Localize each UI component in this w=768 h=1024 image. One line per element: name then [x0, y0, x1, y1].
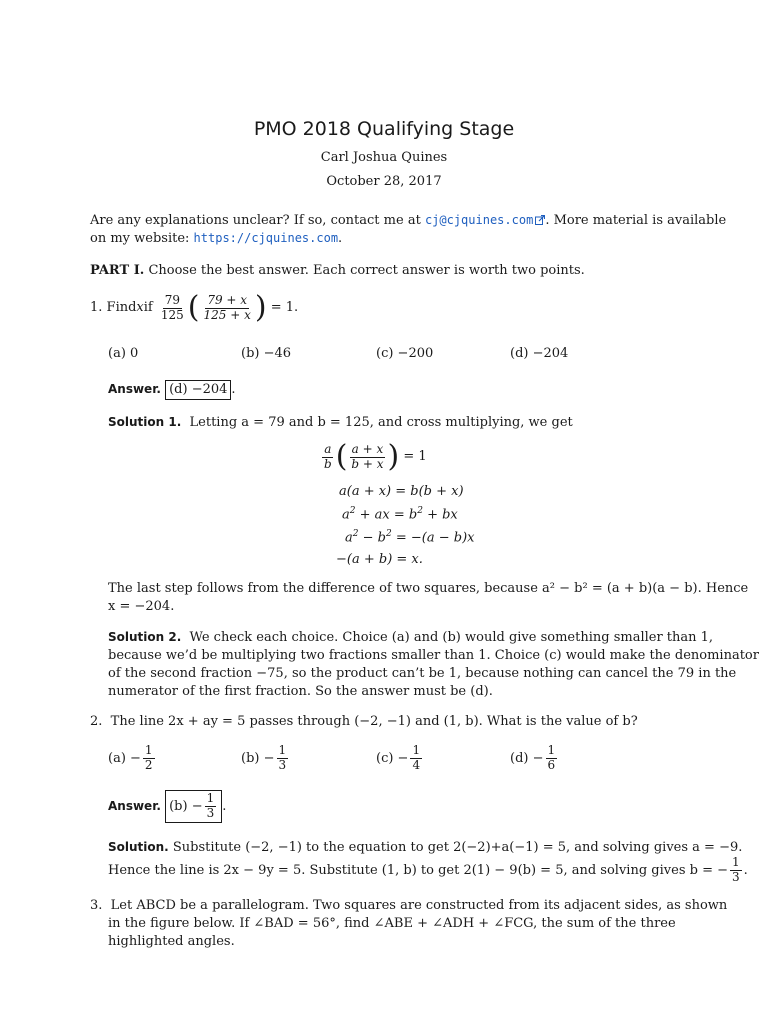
equation-line-2: a(a + x) = b(b + x)	[339, 484, 464, 499]
solution-2-line-1: Solution 2. We check each choice. Choice (a) and (b) would give something smaller than 1,	[108, 630, 714, 645]
problem-number: 1.	[90, 300, 103, 316]
equation-line-4: $a^2 - b^2 = -(a - b)x$	[345, 529, 475, 546]
problem-1-statement: 1. Find x if $\frac{79}{125}$ ( $\frac{79 + x}{125 + x}$ ) = 1.	[90, 290, 299, 325]
fraction: $\frac{a + x}{b + x}$	[351, 441, 384, 471]
equation-line-1: $\frac{a}{b}$ ( $\frac{a + x}{b + x}$ ) = 1	[324, 439, 427, 474]
answer-label: Answer.	[108, 382, 161, 396]
equation-rhs: = 1.	[270, 300, 299, 316]
answer-1	[108, 380, 236, 400]
problem-1-find: Find	[106, 300, 137, 316]
problem-number: 2.	[90, 714, 103, 729]
answer-label: Answer.	[108, 799, 161, 814]
intro-line-1	[90, 213, 726, 229]
answer-box: (b) − $\frac{1}{3}$	[165, 790, 222, 823]
fraction: $\frac{a}{b}$	[324, 441, 332, 471]
intro-text-3: on my website:	[90, 231, 194, 246]
choice-d: (d) −204	[510, 346, 569, 361]
fraction: $\frac{79}{125}$	[160, 292, 184, 322]
last-step-line-1: The last step follows from the difference of two squares, because a² − b² = (a + b)(a − b). Hence	[108, 581, 749, 596]
intro-text-2: . More material is available	[545, 213, 727, 228]
var-x: x	[136, 300, 144, 316]
answer-period: .	[231, 382, 236, 397]
answer-2: Answer. (b) − $\frac{1}{3}$ .	[108, 790, 226, 823]
solution-label: Solution 1.	[108, 415, 182, 429]
last-step-line-2: x = −204.	[108, 599, 175, 614]
choice-a: (a) − $\frac{1}{2}$	[108, 743, 153, 772]
choice-c: (c) − $\frac{1}{4}$	[376, 743, 421, 772]
problem-3-line-2: in the figure below. If ∠BAD = 56°, find ∠ABE + ∠ADH + ∠FCG, the sum of the three	[108, 916, 676, 931]
solution-label: Solution.	[108, 840, 169, 854]
choice-a: (a) 0	[108, 346, 139, 361]
solution-2-line-4: numerator of the first fraction. So the answer must be (d).	[108, 684, 493, 699]
solution-1-intro	[108, 415, 573, 431]
choice-c: (c) −200	[376, 346, 434, 361]
solution-text: Letting a = 79 and b = 125, and cross multiplying, we get	[189, 415, 573, 430]
intro-text-4: .	[338, 231, 343, 246]
external-link-icon[interactable]	[535, 215, 545, 225]
solution-2-line-3: of the second fraction −75, so the product can’t be 1, because nothing can cancel the 79 in the	[108, 666, 737, 681]
website-link[interactable]: https://cjquines.com	[193, 231, 339, 245]
email-link[interactable]: cj@cjquines.com	[424, 213, 534, 227]
problem-1-if: if	[143, 300, 153, 316]
answer-box: (d) −204	[165, 380, 231, 400]
page-title: PMO 2018 Qualifying Stage	[253, 118, 515, 140]
part-heading	[90, 263, 585, 279]
solution-label: Solution 2.	[108, 630, 182, 644]
problem-number: 3.	[90, 898, 103, 913]
problem-2-solution-line-2: Hence the line is 2x − 9y = 5. Substitute (1, b) to get 2(1) − 9(b) = 5, and solving gives b = − $\frac{1}{3}$ .	[108, 855, 748, 884]
choice-b: (b) −46	[241, 346, 292, 361]
fraction: $\frac{79 + x}{125 + x}$	[203, 292, 251, 322]
part-text: Choose the best answer. Each correct answer is worth two points.	[148, 263, 585, 278]
intro-text: Are any explanations unclear? If so, contact me at	[90, 213, 425, 228]
problem-3-line-3: highlighted angles.	[108, 934, 235, 949]
problem-3-line-1: 3. Let ABCD be a parallelogram. Two squares are constructed from its adjacent sides, as shown	[90, 898, 728, 913]
intro-line-2	[90, 231, 342, 247]
equation-line-5: −(a + b) = x.	[336, 552, 423, 567]
author: Carl Joshua Quines	[320, 150, 448, 165]
problem-2-statement: 2. The line 2x + ay = 5 passes through (−2, −1) and (1, b). What is the value of b?	[90, 714, 638, 729]
choice-d: (d) − $\frac{1}{6}$	[510, 743, 556, 772]
problem-2-solution-line-1: Solution. Substitute (−2, −1) to the equation to get 2(−2)+a(−1) = 5, and solving gives a = −9.	[108, 840, 743, 855]
solution-2-line-2: because we’d be multiplying two fractions smaller than 1. Choice (c) would make the denominator	[108, 648, 759, 663]
choice-b: (b) − $\frac{1}{3}$	[241, 743, 287, 772]
date: October 28, 2017	[326, 174, 442, 189]
equation-line-3: $a^2$ + ax = $b^2$ + bx	[342, 506, 458, 523]
part-label: PART I.	[90, 263, 145, 278]
